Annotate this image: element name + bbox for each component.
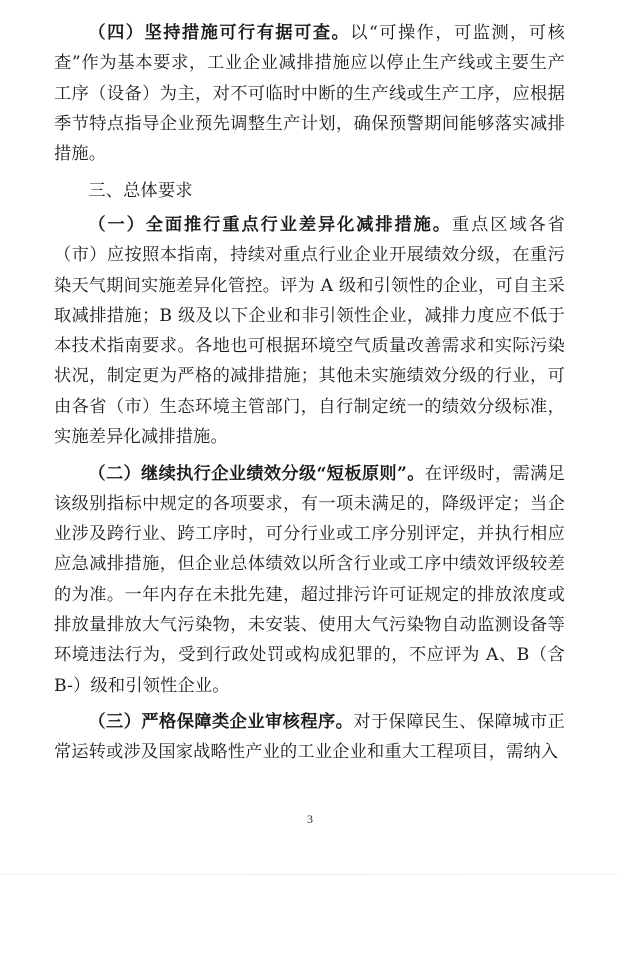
paragraph-lead: （三）严格保障类企业审核程序。 xyxy=(88,712,354,733)
paragraph-lead: （四）坚持措施可行有据可查。 xyxy=(88,23,351,43)
section-heading-text: 三、总体要求 xyxy=(88,180,193,201)
paragraph-requirement-2 xyxy=(54,459,565,701)
body-text xyxy=(54,18,565,774)
page-bottom-edge xyxy=(0,874,620,875)
paragraph-body: 重点区域各省（市）应按照本指南，持续对重点行业企业开展绩效分级，在重污染天气期间实施差异化管控。评为 A 级和引领性的企业，可自主采取减排措施；B 级及以下企业和非引领性企业，减排力度应不低于本技术指南要求。各地也可根据环境空气质量改善需求和实际污染状况，制定更为严格的减排措施；其他未实施绩效分级的行业，可由各省（市）生态环境主管部门，自行制定统一的绩效分级标准，实施差异化减排措施。 xyxy=(54,214,565,448)
section-heading-general-requirements xyxy=(54,176,565,206)
paragraph-lead: （二）继续执行企业绩效分级“短板原则”。 xyxy=(88,463,425,484)
paragraph-principle-4 xyxy=(54,18,565,169)
paragraph-body: 在评级时，需满足该级别指标中规定的各项要求，有一项未满足的，降级评定；当企业涉及跨行业、跨工序时，可分行业或工序分别评定，并执行相应应急减排措施，但企业总体绩效以所含行业或工序中绩效评级较差的为准。一年内存在未批先建，超过排污许可证规定的排放浓度或排放量排放大气污染物，未安装、使用大气污染物自动监测设备等环境违法行为，受到行政处罚或构成犯罪的，不应评为 A、B（含 B-）级和引领性企业。 xyxy=(54,463,565,696)
paragraph-requirement-1 xyxy=(54,210,565,452)
paragraph-body: 以“可操作，可监测，可核查”作为基本要求，工业企业减排措施应以停止生产线或主要生产工序（设备）为主，对不可临时中断的生产线或生产工序，应根据季节特点指导企业预先调整生产计划，确保预警期间能够落实减排措施。 xyxy=(54,23,565,165)
paragraph-requirement-3 xyxy=(54,707,565,768)
paragraph-body: 对于保障民生、保障城市正常运转或涉及国家战略性产业的工业企业和重大工程项目，需纳入 xyxy=(54,712,565,763)
page-number: 3 xyxy=(307,812,313,826)
paragraph-lead: （一）全面推行重点行业差异化减排措施。 xyxy=(88,214,452,235)
